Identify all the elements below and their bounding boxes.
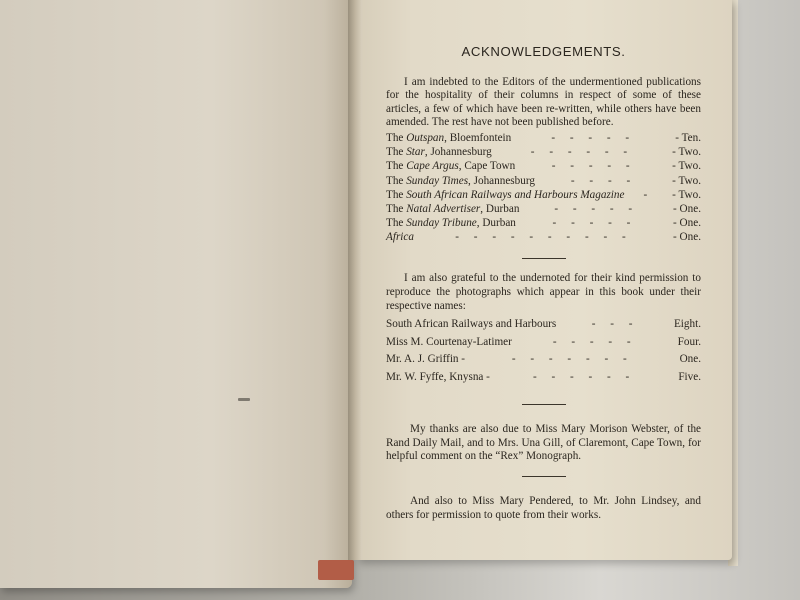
publication-title: Outspan <box>406 131 445 144</box>
publication-title: Sunday Tribune <box>406 217 477 230</box>
photographers-list <box>386 318 701 388</box>
publications-list <box>386 132 701 246</box>
publication-row: The Cape Argus, Cape Town - - - - - - Two. <box>386 160 701 173</box>
publication-row <box>386 231 701 245</box>
leader-dashes: - - - - - <box>552 335 637 348</box>
photographer-name: Mr. A. J. Griffin - <box>386 353 466 366</box>
publication-title: Star <box>406 146 425 159</box>
article-count: - One. <box>673 231 701 244</box>
photographer-row <box>386 371 701 389</box>
photographer-name: South African Railways and Harbours <box>386 318 557 331</box>
leader-dashes: - - - - - - - - - - <box>455 231 632 244</box>
publication-title: Sunday Times <box>406 174 469 187</box>
publication-row: The Sunday Tribune, Durban - - - - - - One. <box>386 217 701 230</box>
leader-dashes: - - - - - - <box>532 370 636 383</box>
closing-paragraph: And also to Miss Mary Pendered, to Mr. John Lindsey, and others for permission to quote from their works. <box>386 495 701 521</box>
article-count: - Two. <box>672 174 701 187</box>
photo-count: Five. <box>678 370 701 383</box>
article-count: - Two. <box>672 188 701 201</box>
thanks-paragraph: My thanks are also due to Miss Mary Morison Webster, of the Rand Daily Mail, and to Mrs. Una Gill, of Claremont, Cape Town, for helpful comment on the “Rex” Monograph. <box>386 423 701 463</box>
article-count: - One. <box>673 217 701 230</box>
photographer-row <box>386 336 701 354</box>
publication-title: Natal Advertiser <box>406 202 481 215</box>
leader-dashes: - - - - <box>570 174 637 187</box>
page-smudge <box>238 398 250 401</box>
publication-row: The Natal Advertiser, Durban - - - - - - One. <box>386 202 701 215</box>
leader-dashes: - - - - - <box>552 217 637 230</box>
photo-intro-paragraph: I am also grateful to the undernoted for their kind permission to reproduce the photographs which appear in this book under their respective names: <box>386 272 701 312</box>
photographer-name: Miss M. Courtenay-Latimer <box>386 335 512 348</box>
publication-row: The Sunday Times, Johannesburg - - - - - Two. <box>386 174 701 187</box>
book-gutter <box>348 0 362 560</box>
section-divider <box>522 258 566 259</box>
section-divider <box>522 404 566 405</box>
photographer-row <box>386 353 701 371</box>
publication-row: The Outspan, Bloemfontein - - - - - - Ten. <box>386 131 701 144</box>
photo-count: Eight. <box>673 318 701 331</box>
photo-count: One. <box>679 353 701 366</box>
publication-title: Cape Argus <box>406 160 459 173</box>
article-count: - Two. <box>672 160 701 173</box>
leader-dashes: - - - - - <box>551 160 636 173</box>
photo-count: Four. <box>677 335 701 348</box>
leader-dashes: - - - <box>591 318 639 331</box>
section-divider <box>522 476 566 477</box>
publication-row: The South African Railways and Harbours Magazine - - Two. <box>386 188 701 201</box>
leader-dashes: - - - - - <box>554 202 639 215</box>
page-heading: ACKNOWLEDGEMENTS. <box>461 44 626 59</box>
article-count: - One. <box>673 202 701 215</box>
article-count: - Ten. <box>675 131 701 144</box>
publication-title: Africa <box>386 231 414 244</box>
leader-dashes: - <box>643 188 654 201</box>
photographer-name: Mr. W. Fyffe, Knysna - <box>386 370 490 383</box>
publication-row: The Star, Johannesburg - - - - - - - Two. <box>386 146 701 159</box>
leader-dashes: - - - - - <box>551 131 636 144</box>
leader-dashes: - - - - - - - <box>511 353 633 366</box>
photographer-row <box>386 318 701 336</box>
article-count: - Two. <box>672 146 701 159</box>
leader-dashes: - - - - - - <box>530 146 634 159</box>
book-cover-edge <box>318 560 354 580</box>
publication-title: South African Railways and Harbours Magazine <box>406 188 625 201</box>
acknowledgements-text <box>386 40 701 522</box>
left-page <box>0 0 352 588</box>
intro-paragraph: I am indebted to the Editors of the undermentioned publications for the hospitality of their columns in respect of some of these articles, a few of which have been re-written, while others have been amended. The rest have not been published before. <box>386 75 701 129</box>
